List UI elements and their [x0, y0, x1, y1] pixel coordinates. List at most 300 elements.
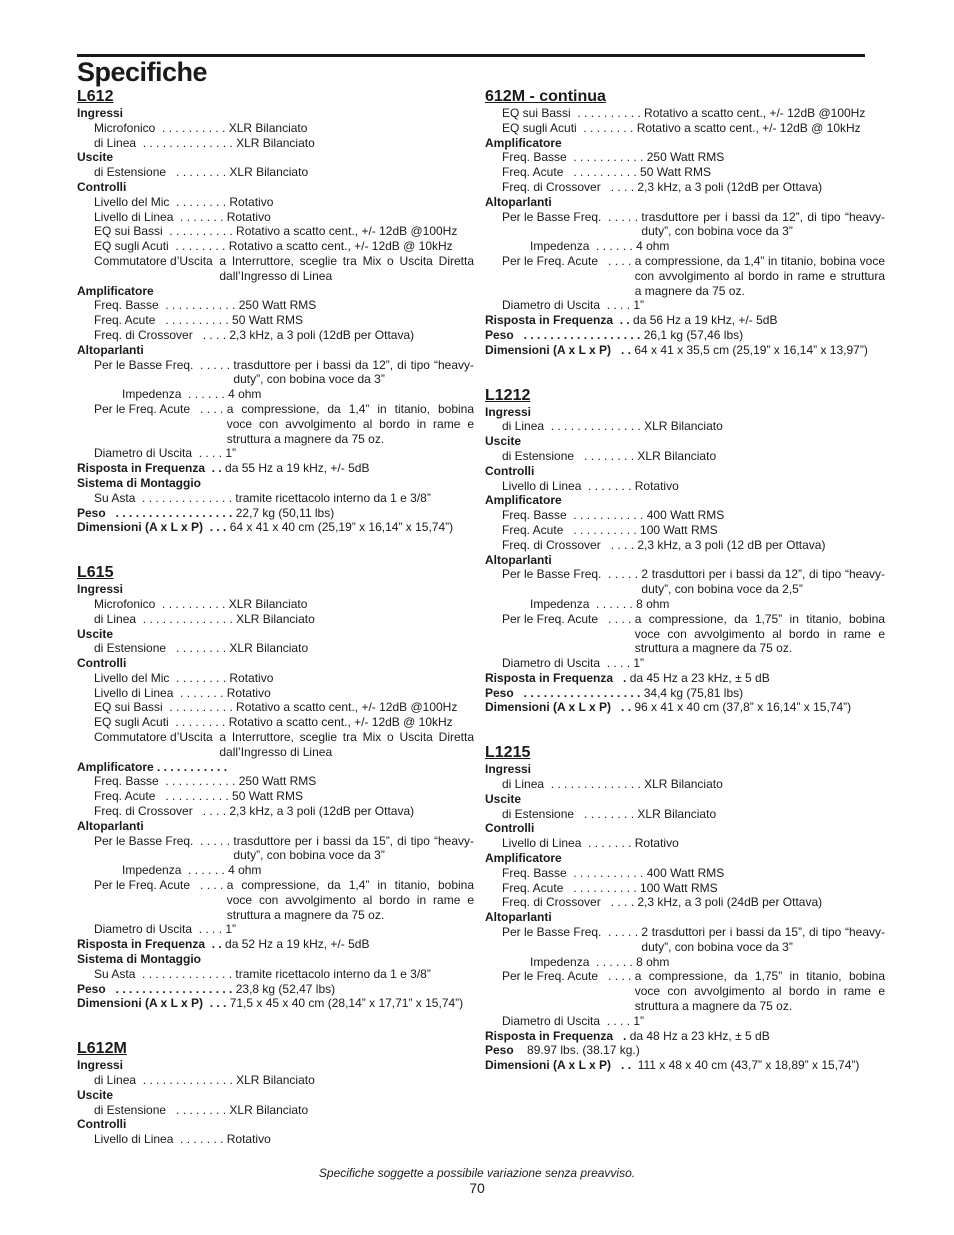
- spec-value: Rotativo: [634, 478, 679, 493]
- spec-label: Microfonico . . . . . . . . . .: [94, 120, 229, 135]
- spec-row: [77, 982, 474, 997]
- spec-row: [77, 819, 474, 834]
- spec-label: Freq. di Crossover . . . .: [94, 327, 230, 342]
- spec-row: [77, 195, 474, 210]
- spec-value: 111 x 48 x 40 cm (43,7” x 18,89” x 15,74”): [637, 1058, 860, 1073]
- spec-row: [485, 597, 885, 612]
- spec-label: di Linea . . . . . . . . . . . . . .: [502, 419, 645, 434]
- spec-value: 100 Watt RMS: [640, 522, 718, 537]
- spec-label: Altoparlanti: [485, 194, 552, 209]
- spec-value: a compressione, da 1,4” in titanio, bobina voce con avvolgimento al bordo in rame e struttura a magnere da 75 oz.: [226, 878, 474, 922]
- spec-value: trasduttore per i bassi da 15”, di tipo “heavy-duty”, con bobina voce da 3”: [233, 833, 474, 863]
- spec-label: EQ sugli Acuti . . . . . . . .: [94, 715, 229, 730]
- spec-row: [77, 967, 474, 982]
- spec-value: a compressione, da 1,4” in titanio, bobina voce con avvolgimento al bordo in rame e struttura a magnere da 75 oz.: [226, 401, 474, 446]
- spec-label: Diametro di Uscita . . . .: [502, 1013, 634, 1028]
- spec-label: Per le Freq. Acute . . . .: [94, 401, 227, 416]
- spec-row: [485, 106, 885, 121]
- spec-label: Impedenza . . . . . .: [530, 954, 637, 969]
- spec-value: 2,3 kHz, a 3 poli (12dB per Ottava): [229, 327, 415, 342]
- spec-label: Risposta in Frequenza .: [485, 1028, 630, 1043]
- spec-label: Controlli: [77, 656, 127, 671]
- spec-row: [485, 866, 885, 881]
- spec-row: [77, 402, 474, 446]
- spec-value: [562, 136, 885, 151]
- spec-row: [485, 449, 885, 464]
- spec-row: [77, 774, 474, 789]
- spec-row: [77, 952, 474, 967]
- spec-row: [485, 895, 885, 910]
- spec-row: [77, 1088, 474, 1103]
- section-l612m: [77, 1039, 474, 1147]
- spec-row: [485, 700, 885, 715]
- spec-row: [77, 878, 474, 922]
- spec-row: [77, 686, 474, 701]
- spec-value: 89.97 lbs. (38.17 kg.): [527, 1043, 640, 1058]
- spec-value: [123, 106, 474, 121]
- spec-row: [77, 506, 474, 521]
- footer-note: Specifiche soggette a possibile variazione senza preavviso.: [318, 1166, 636, 1180]
- spec-row: [485, 910, 885, 925]
- spec-value: Rotativo a scatto cent., +/- 12dB @100Hz: [236, 224, 458, 239]
- section-l612: [77, 87, 474, 535]
- spec-value: [113, 150, 474, 165]
- spec-value: 64 x 41 x 40 cm (25,19” x 16,14” x 15,74”): [229, 520, 454, 535]
- spec-row: [485, 762, 885, 777]
- spec-value: 4 ohm: [636, 239, 670, 254]
- spec-value: 2,3 kHz, a 3 poli (12dB per Ottava): [637, 179, 823, 194]
- spec-value: a compressione, da 1,75” in titanio, bobina voce con avvolgimento al bordo in rame e struttura a magnere da 75 oz.: [634, 611, 885, 656]
- spec-label: Per le Freq. Acute . . . .: [94, 878, 227, 893]
- spec-value: [531, 405, 885, 420]
- spec-label: Altoparlanti: [485, 552, 552, 567]
- spec-label: Freq. Basse . . . . . . . . . . .: [502, 150, 647, 165]
- spec-value: Rotativo a scatto cent., +/- 12dB @100Hz: [644, 106, 866, 120]
- spec-label: Diametro di Uscita . . . .: [502, 298, 634, 313]
- spec-label: Freq. Acute . . . . . . . . . .: [502, 880, 641, 895]
- spec-row: [77, 165, 474, 180]
- spec-label: Dimensioni (A x L x P) . .: [485, 700, 635, 715]
- spec-label: Dimensioni (A x L x P) . .: [485, 1058, 638, 1073]
- spec-value: Rotativo: [229, 194, 274, 209]
- spec-row: [77, 715, 474, 730]
- spec-label: Peso . . . . . . . . . . . . . . . . . .: [485, 685, 644, 700]
- spec-row: [485, 313, 885, 328]
- spec-row: [485, 881, 885, 896]
- spec-row: [77, 461, 474, 476]
- spec-value: 71,5 x 45 x 40 cm (28,14” x 17,71” x 15,74”): [229, 996, 464, 1011]
- spec-row: [485, 343, 885, 358]
- spec-label: Controlli: [77, 179, 127, 194]
- spec-value: [230, 760, 474, 775]
- spec-value: 2 trasduttori per i bassi da 15”, di tipo “heavy-duty”, con bobina voce da 3”: [641, 925, 885, 954]
- spec-label: Diametro di Uscita . . . .: [94, 922, 226, 937]
- spec-label: Livello di Linea . . . . . . .: [94, 209, 227, 224]
- spec-value: 23,8 kg (52,47 lbs): [235, 981, 336, 996]
- spec-label: di Estensione . . . . . . . .: [94, 641, 230, 656]
- spec-value: Rotativo: [634, 836, 679, 851]
- spec-label: Per le Freq. Acute . . . .: [502, 253, 635, 268]
- spec-row: [485, 851, 885, 866]
- spec-value: XLR Bilanciato: [236, 1073, 315, 1088]
- spec-label: Freq. di Crossover . . . .: [502, 179, 638, 194]
- spec-label: Peso: [485, 1043, 528, 1058]
- spec-label: Peso . . . . . . . . . . . . . . . . . .: [485, 327, 644, 342]
- spec-row: [485, 239, 885, 254]
- spec-label: Per le Basse Freq. . . . . .: [94, 833, 234, 848]
- spec-label: Freq. Basse . . . . . . . . . . .: [94, 774, 239, 789]
- spec-row: [485, 493, 885, 508]
- spec-row: [77, 121, 474, 136]
- spec-row: [77, 937, 474, 952]
- spec-row: [77, 1073, 474, 1088]
- spec-value: a Interruttore, sceglie tra Mix o Uscita Diretta dall’Ingresso di Linea: [219, 253, 474, 283]
- spec-label: Livello del Mic . . . . . . . .: [94, 670, 230, 685]
- spec-value: 1”: [633, 656, 645, 671]
- spec-row: [485, 553, 885, 568]
- spec-label: Amplificatore: [485, 493, 562, 508]
- spec-value: 4 ohm: [228, 387, 262, 402]
- spec-value: XLR Bilanciato: [644, 777, 723, 792]
- spec-value: 26,1 kg (57,46 lbs): [643, 327, 744, 342]
- spec-value: XLR Bilanciato: [236, 611, 315, 626]
- spec-row: [77, 1117, 474, 1132]
- spec-value: da 56 Hz a 19 kHz, +/- 5dB: [633, 313, 778, 328]
- spec-row: [485, 567, 885, 597]
- spec-label: Dimensioni (A x L x P) . . .: [77, 520, 230, 535]
- spec-value: [144, 819, 474, 834]
- spec-row: [77, 641, 474, 656]
- spec-label: Risposta in Frequenza .: [485, 670, 630, 685]
- spec-value: 400 Watt RMS: [646, 508, 725, 523]
- spec-row: [485, 479, 885, 494]
- spec-label: Altoparlanti: [485, 910, 552, 925]
- spec-row: [485, 836, 885, 851]
- spec-row: [77, 582, 474, 597]
- spec-row: [485, 523, 885, 538]
- spec-value: [113, 627, 474, 642]
- left-column: [77, 87, 474, 1175]
- spec-row: [485, 508, 885, 523]
- spec-label: Controlli: [485, 463, 535, 478]
- spec-row: [77, 358, 474, 388]
- spec-label: Uscite: [77, 626, 114, 641]
- spec-row: [77, 671, 474, 686]
- spec-label: Uscite: [485, 791, 522, 806]
- spec-label: Diametro di Uscita . . . .: [94, 446, 226, 461]
- spec-value: [521, 434, 885, 449]
- spec-label: Freq. di Crossover . . . .: [94, 804, 230, 819]
- spec-label: Impedenza . . . . . .: [122, 387, 229, 402]
- spec-value: [126, 1117, 474, 1132]
- spec-label: Per le Basse Freq. . . . . .: [502, 567, 642, 582]
- spec-row: [77, 656, 474, 671]
- spec-value: 4 ohm: [228, 863, 262, 878]
- spec-label: Uscite: [485, 434, 522, 449]
- spec-value: Rotativo a scatto cent., +/- 12dB @ 10kHz: [228, 715, 453, 730]
- spec-row: [77, 863, 474, 878]
- spec-value: [201, 952, 474, 967]
- spec-row: [77, 804, 474, 819]
- spec-label: Freq. Basse . . . . . . . . . . .: [502, 865, 647, 880]
- spec-label: Per le Basse Freq. . . . . .: [502, 209, 642, 224]
- spec-row: [485, 254, 885, 298]
- spec-value: da 48 Hz a 23 kHz, ± 5 dB: [629, 1028, 770, 1043]
- spec-value: 2,3 kHz, a 3 poli (24dB per Ottava): [637, 895, 823, 910]
- spec-value: XLR Bilanciato: [228, 120, 308, 135]
- spec-row: [77, 476, 474, 491]
- spec-value: 50 Watt RMS: [640, 165, 711, 180]
- spec-label: Livello di Linea . . . . . . .: [94, 1132, 227, 1147]
- spec-value: da 45 Hz a 23 kHz, ± 5 dB: [629, 670, 770, 685]
- spec-value: XLR Bilanciato: [236, 135, 315, 150]
- spec-row: [485, 464, 885, 479]
- spec-value: 1”: [225, 922, 237, 937]
- spec-value: 50 Watt RMS: [232, 789, 303, 804]
- spec-label: Diametro di Uscita . . . .: [502, 656, 634, 671]
- spec-value: Rotativo: [226, 1132, 271, 1147]
- spec-label: di Estensione . . . . . . . .: [502, 448, 638, 463]
- spec-label: Altoparlanti: [77, 342, 144, 357]
- spec-value: [154, 284, 474, 299]
- spec-label: Dimensioni (A x L x P) . .: [485, 342, 635, 357]
- spec-label: Amplificatore . . . . . . . . . . .: [77, 759, 231, 774]
- spec-value: 1”: [633, 1013, 645, 1028]
- spec-row: [77, 224, 474, 239]
- spec-label: Risposta in Frequenza . .: [77, 937, 226, 952]
- spec-value: a compressione, da 1,4” in titanio, bobina voce con avvolgimento al bordo in rame e struttura a magnere da 75 oz.: [634, 253, 885, 298]
- spec-row: [485, 180, 885, 195]
- spec-label: Amplificatore: [485, 135, 562, 150]
- spec-row: [77, 136, 474, 151]
- spec-value: 250 Watt RMS: [646, 150, 725, 165]
- spec-value: [126, 656, 474, 671]
- spec-row: [485, 807, 885, 822]
- spec-value: trasduttore per i bassi da 12”, di tipo “heavy-duty”, con bobina voce da 3”: [233, 357, 474, 387]
- spec-value: 1”: [225, 446, 237, 461]
- spec-row: [77, 284, 474, 299]
- section-title: L615: [77, 564, 114, 582]
- spec-value: [201, 476, 474, 491]
- section-title: L1215: [485, 744, 531, 762]
- spec-value: 400 Watt RMS: [646, 865, 725, 880]
- section-l615: [77, 563, 474, 1011]
- spec-row: [77, 922, 474, 937]
- spec-value: 8 ohm: [636, 954, 670, 969]
- spec-label: Per le Basse Freq. . . . . .: [502, 925, 642, 940]
- spec-row: [485, 165, 885, 180]
- spec-row: [77, 1058, 474, 1073]
- spec-label: di Estensione . . . . . . . .: [94, 1102, 230, 1117]
- spec-label: Freq. Basse . . . . . . . . . . .: [502, 508, 647, 523]
- spec-row: [77, 239, 474, 254]
- spec-row: [77, 343, 474, 358]
- spec-row: [485, 1014, 885, 1029]
- section-title: 612M - continua: [485, 88, 606, 105]
- spec-row: [77, 789, 474, 804]
- spec-value: 250 Watt RMS: [238, 774, 317, 789]
- spec-label: Per le Basse Freq. . . . . .: [94, 357, 234, 372]
- spec-value: [521, 792, 885, 807]
- spec-value: Rotativo a scatto cent., +/- 12dB @ 10kHz: [636, 120, 861, 135]
- spec-label: Ingressi: [77, 582, 124, 597]
- spec-value: Rotativo: [226, 209, 271, 224]
- spec-row: [485, 195, 885, 210]
- spec-value: 2 trasduttori per i bassi da 12”, di tipo “heavy-duty”, con bobina voce da 2,5”: [641, 567, 885, 597]
- spec-value: da 52 Hz a 19 kHz, +/- 5dB: [225, 937, 370, 952]
- spec-value: [123, 1058, 474, 1073]
- spec-label: Impedenza . . . . . .: [530, 239, 637, 254]
- spec-label: Freq. Acute . . . . . . . . . .: [502, 522, 641, 537]
- spec-label: EQ sugli Acuti . . . . . . . .: [94, 239, 229, 254]
- spec-value: tramite ricettacolo interno da 1 e 3/8”: [235, 490, 431, 505]
- spec-label: Amplificatore: [77, 283, 154, 298]
- spec-label: Uscite: [77, 150, 114, 165]
- spec-label: Livello del Mic . . . . . . . .: [94, 194, 230, 209]
- section-l1215: [485, 743, 885, 1073]
- spec-label: Ingressi: [485, 404, 532, 419]
- spec-label: Freq. Basse . . . . . . . . . . .: [94, 298, 239, 313]
- spec-label: Risposta in Frequenza . .: [485, 313, 634, 328]
- right-column: [485, 87, 885, 1101]
- spec-label: Ingressi: [485, 762, 532, 777]
- spec-row: [485, 969, 885, 1013]
- spec-value: [552, 195, 885, 210]
- spec-row: [485, 210, 885, 240]
- spec-label: Livello di Linea . . . . . . .: [502, 478, 635, 493]
- spec-value: Rotativo: [226, 685, 271, 700]
- spec-row: [77, 150, 474, 165]
- spec-value: [123, 582, 474, 597]
- spec-value: 2,3 kHz, a 3 poli (12dB per Ottava): [229, 804, 415, 819]
- spec-value: [552, 910, 885, 925]
- spec-label: di Estensione . . . . . . . .: [94, 165, 230, 180]
- section-title: L612M: [77, 1040, 127, 1058]
- spec-row: [77, 328, 474, 343]
- spec-label: Freq. Acute . . . . . . . . . .: [94, 313, 233, 328]
- spec-row: [485, 925, 885, 955]
- spec-row: [77, 180, 474, 195]
- spec-label: Freq. Acute . . . . . . . . . .: [502, 165, 641, 180]
- spec-value: 2,3 kHz, a 3 poli (12 dB per Ottava): [637, 537, 826, 552]
- spec-row: [485, 671, 885, 686]
- spec-value: [113, 1088, 474, 1103]
- spec-value: XLR Bilanciato: [637, 806, 717, 821]
- section-612m-continua: [485, 87, 885, 358]
- spec-label: Su Asta . . . . . . . . . . . . . .: [94, 490, 236, 505]
- spec-row: [485, 298, 885, 313]
- spec-row: [485, 405, 885, 420]
- spec-row: [77, 996, 474, 1011]
- spec-label: Commutatore d’Uscita: [94, 730, 220, 745]
- spec-value: 64 x 41 x 35,5 cm (25,19” x 16,14” x 13,97”): [634, 342, 868, 357]
- spec-value: XLR Bilanciato: [229, 1102, 309, 1117]
- spec-row: [77, 491, 474, 506]
- spec-row: [77, 387, 474, 402]
- spec-value: [562, 851, 885, 866]
- spec-label: Dimensioni (A x L x P) . . .: [77, 996, 230, 1011]
- spec-label: Sistema di Montaggio: [77, 475, 202, 490]
- spec-value: [552, 553, 885, 568]
- spec-label: EQ sugli Acuti . . . . . . . .: [502, 120, 637, 135]
- spec-label: Sistema di Montaggio: [77, 952, 202, 967]
- spec-label: EQ sui Bassi . . . . . . . . . .: [94, 224, 237, 239]
- spec-label: Per le Freq. Acute . . . .: [502, 969, 635, 984]
- spec-row: [485, 538, 885, 553]
- spec-label: Commutatore d’Uscita: [94, 253, 220, 268]
- spec-value: XLR Bilanciato: [637, 448, 717, 463]
- spec-row: [485, 777, 885, 792]
- spec-value: Rotativo a scatto cent., +/- 12dB @100Hz: [236, 700, 458, 715]
- spec-value: 96 x 41 x 40 cm (37,8” x 16,14” x 15,74”): [634, 700, 852, 715]
- spec-row: [77, 1103, 474, 1118]
- spec-value: 100 Watt RMS: [640, 880, 718, 895]
- spec-row: [485, 821, 885, 836]
- spec-label: Controlli: [77, 1117, 127, 1132]
- section-l1212: [485, 386, 885, 716]
- spec-value: XLR Bilanciato: [229, 641, 309, 656]
- spec-value: [534, 821, 885, 836]
- spec-label: Ingressi: [77, 106, 124, 120]
- spec-row: [77, 627, 474, 642]
- spec-row: [77, 210, 474, 225]
- spec-value: 34,4 kg (75,81 lbs): [643, 685, 744, 700]
- spec-row: [77, 313, 474, 328]
- spec-value: 50 Watt RMS: [232, 313, 303, 328]
- spec-row: [485, 612, 885, 656]
- spec-label: Microfonico . . . . . . . . . .: [94, 596, 229, 611]
- spec-row: [485, 1029, 885, 1044]
- spec-label: di Linea . . . . . . . . . . . . . .: [94, 611, 237, 626]
- spec-row: [77, 834, 474, 864]
- spec-label: di Linea . . . . . . . . . . . . . .: [94, 135, 237, 150]
- spec-value: a Interruttore, sceglie tra Mix o Uscita Diretta dall’Ingresso di Linea: [219, 730, 474, 759]
- spec-row: [485, 150, 885, 165]
- section-title: L1212: [485, 386, 531, 404]
- spec-label: EQ sui Bassi . . . . . . . . . .: [94, 700, 237, 715]
- spec-label: Peso . . . . . . . . . . . . . . . . . .: [77, 981, 236, 996]
- spec-row: [77, 254, 474, 284]
- spec-row: [485, 1058, 885, 1073]
- spec-row: [485, 419, 885, 434]
- spec-label: Freq. Acute . . . . . . . . . .: [94, 789, 233, 804]
- spec-label: Uscite: [77, 1087, 114, 1102]
- spec-row: [485, 136, 885, 151]
- spec-value: XLR Bilanciato: [644, 419, 723, 434]
- spec-label: Risposta in Frequenza . .: [77, 461, 226, 476]
- spec-row: [77, 612, 474, 627]
- spec-value: XLR Bilanciato: [229, 165, 309, 180]
- spec-row: [485, 1043, 885, 1058]
- spec-label: Peso . . . . . . . . . . . . . . . . . .: [77, 505, 236, 520]
- spec-value: a compressione, da 1,75” in titanio, bobina voce con avvolgimento al bordo in rame e struttura a magnere da 75 oz.: [634, 969, 885, 1014]
- spec-row: [77, 730, 474, 760]
- spec-label: Amplificatore: [485, 851, 562, 866]
- spec-value: 8 ohm: [636, 596, 670, 611]
- spec-row: [485, 121, 885, 136]
- spec-row: [485, 955, 885, 970]
- spec-value: [144, 343, 474, 358]
- spec-row: [77, 700, 474, 715]
- spec-label: Freq. di Crossover . . . .: [502, 895, 638, 910]
- spec-row: [77, 106, 474, 121]
- spec-label: di Estensione . . . . . . . .: [502, 806, 638, 821]
- spec-label: Su Asta . . . . . . . . . . . . . .: [94, 966, 236, 981]
- spec-row: [485, 328, 885, 343]
- spec-value: Rotativo: [229, 670, 274, 685]
- spec-label: Ingressi: [77, 1058, 124, 1073]
- spec-value: 1”: [633, 298, 645, 313]
